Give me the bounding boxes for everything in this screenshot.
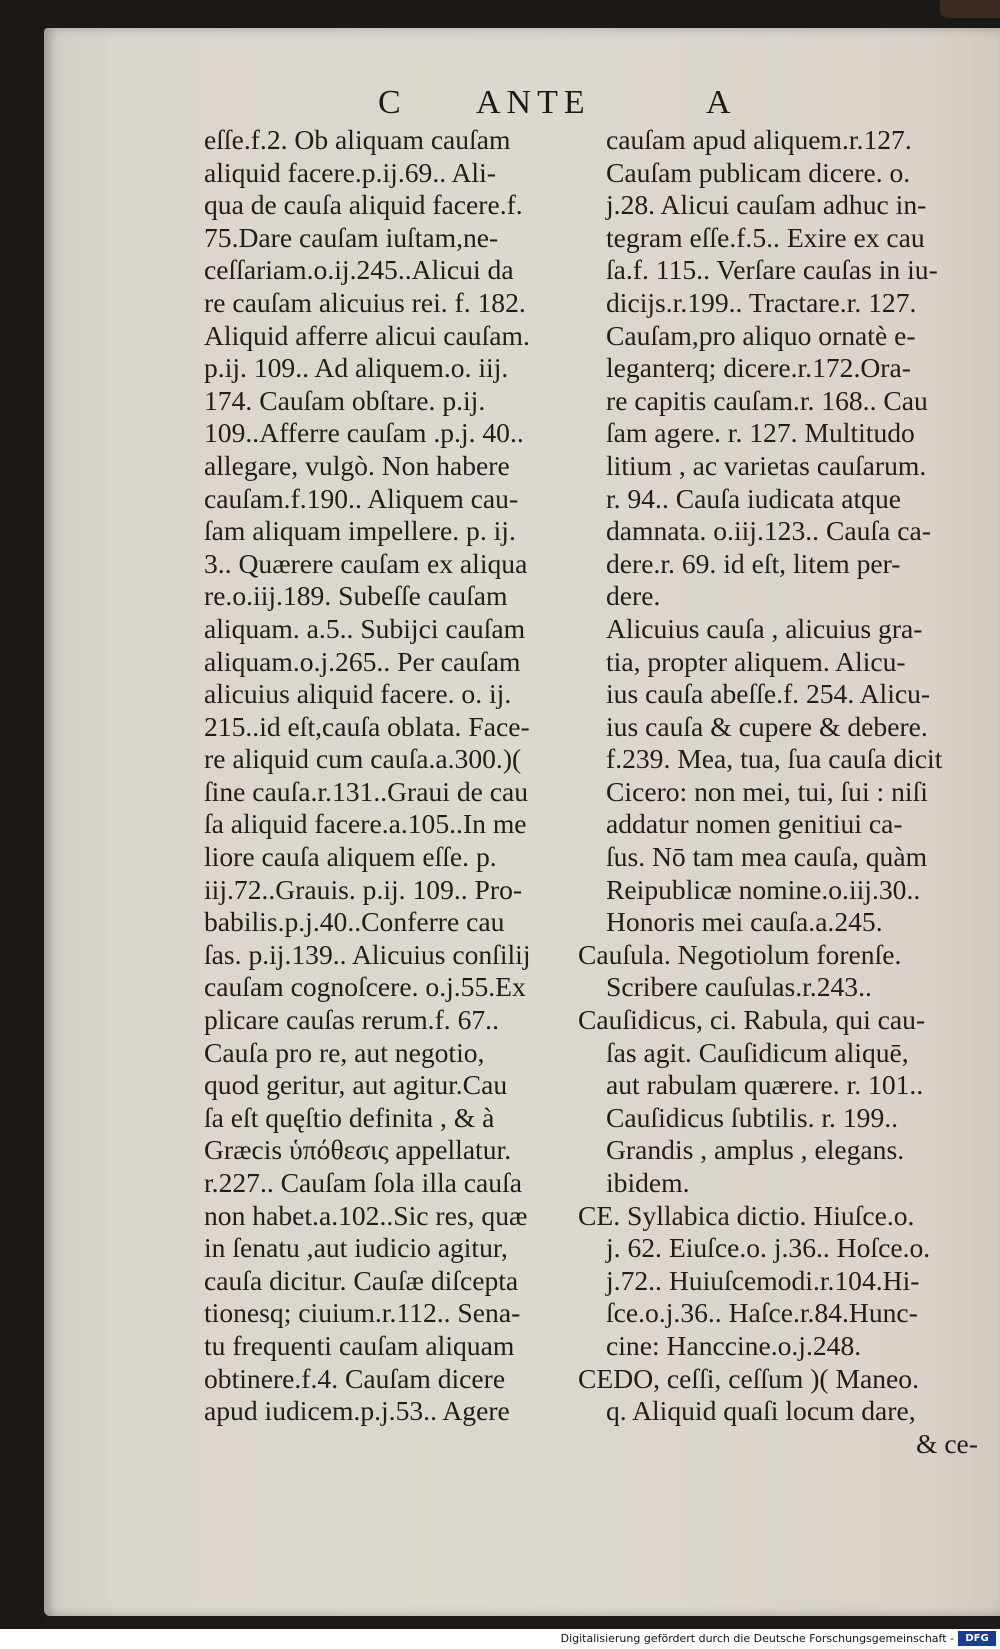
text-line: ſa aliquid facere.a.105..In me <box>204 808 527 840</box>
text-line: tu frequenti cauſam aliquam <box>204 1329 515 1361</box>
scan-left-edge <box>0 0 44 1629</box>
catchword: & ce- <box>915 1427 978 1459</box>
text-line: Alicuius cauſa , alicuius gra- <box>606 612 923 644</box>
text-line: aliquam. a.5.. Subijci cauſam <box>204 612 526 644</box>
text-line: ſine cauſa.r.131..Graui de cau <box>204 775 529 807</box>
text-line: j.28. Alicui cauſam adhuc in- <box>606 189 927 221</box>
text-line: apud iudicem.p.j.53.. Agere <box>204 1395 510 1427</box>
text-line: aliquid facere.p.ij.69.. Ali- <box>204 156 496 188</box>
text-line: CEDO, ceſſi, ceſſum )( Maneo. <box>578 1362 919 1394</box>
text-line: in ſenatu ,aut iudicio agitur, <box>204 1232 508 1264</box>
book-corner <box>940 0 1000 18</box>
text-line: tegram eſſe.f.5.. Exire ex cau <box>606 221 925 253</box>
text-line: liore cauſa aliquem eſſe. p. <box>204 841 497 873</box>
text-line: aut rabulam quærere. r. 101.. <box>606 1069 924 1101</box>
text-line: ibidem. <box>606 1167 690 1198</box>
text-line: dere.r. 69. id eſt, litem per- <box>606 547 901 579</box>
text-line: Scribere cauſulas.r.243.. <box>606 971 872 1003</box>
text-line: ſam aliquam impellere. p. ij. <box>204 515 516 547</box>
right-column <box>578 124 998 1460</box>
text-line: cine: Hanccine.o.j.248. <box>606 1329 862 1361</box>
text-line: j.72.. Huiuſcemodi.r.104.Hi- <box>606 1264 920 1296</box>
text-line: Cauſula. Negotiolum forenſe. <box>578 938 902 970</box>
text-line: r. 94.. Cauſa iudicata atque <box>606 482 902 514</box>
text-line: CE. Syllabica dictio. Hiuſce.o. <box>578 1199 915 1231</box>
text-line: plicare cauſas rerum.f. 67.. <box>204 1004 499 1036</box>
text-line: ius cauſa & cupere & debere. <box>606 710 928 742</box>
text-line: re capitis cauſam.r. 168.. Cau <box>606 384 928 416</box>
text-line: quod geritur, aut agitur.Cau <box>204 1069 508 1101</box>
text-line: f.239. Mea, tua, ſua cauſa dicit <box>606 743 943 775</box>
text-line: aliquam.o.j.265.. Per cauſam <box>204 645 521 677</box>
text-line: allegare, vulgò. Non habere <box>204 449 510 481</box>
text-line: leganterq; dicere.r.172.Ora- <box>606 352 911 384</box>
dfg-logo: DFG <box>958 1631 996 1646</box>
text-line: cauſam cognoſcere. o.j.55.Ex <box>204 971 526 1003</box>
scan-top-edge <box>0 0 1000 28</box>
text-line: ſas. p.ij.139.. Alicuius conſilij <box>204 938 531 970</box>
left-column <box>204 124 566 1428</box>
text-line: 174. Cauſam obſtare. p.ij. <box>204 384 486 416</box>
text-line: obtinere.f.4. Cauſam dicere <box>204 1362 506 1394</box>
text-line: 75.Dare cauſam iuſtam,ne- <box>204 221 499 253</box>
text-line: babilis.p.j.40..Conferre cau <box>204 906 505 938</box>
text-line: cauſam.f.190.. Aliquem cau- <box>204 482 519 514</box>
text-line: ſa.f. 115.. Verſare cauſas in iu- <box>606 254 938 286</box>
text-line: qua de cauſa aliquid facere.f. <box>204 189 523 221</box>
header-c: C <box>378 84 407 121</box>
text-line: Grandis , amplus , elegans. <box>606 1134 905 1166</box>
text-line: non habet.a.102..Sic res, quæ <box>204 1199 528 1231</box>
text-line: p.ij. 109.. Ad aliquem.o. iij. <box>204 352 509 384</box>
text-line: Honoris mei cauſa.a.245. <box>606 906 883 938</box>
text-line: 109..Afferre cauſam .p.j. 40.. <box>204 417 524 449</box>
text-line: Aliquid afferre alicui cauſam. <box>204 319 530 351</box>
header-ante: ANTE <box>476 84 591 121</box>
text-line: Cauſidicus ſubtilis. r. 199.. <box>606 1101 899 1133</box>
text-line: Cauſa pro re, aut negotio, <box>204 1036 485 1068</box>
text-line: alicuius aliquid facere. o. ij. <box>204 678 512 710</box>
text-line: tia, propter aliquem. Alicu- <box>606 645 906 677</box>
text-line: Cicero: non mei, tui, ſui : niſi <box>606 775 928 807</box>
text-line: addatur nomen genitiui ca- <box>606 808 903 840</box>
text-line: Reipublicæ nomine.o.iij.30.. <box>606 873 921 905</box>
text-line: ceſſariam.o.ij.245..Alicui da <box>204 254 514 286</box>
text-line: q. Aliquid quaſi locum dare, <box>606 1395 916 1427</box>
text-line: ſce.o.j.36.. Haſce.r.84.Hunc- <box>606 1297 918 1329</box>
footer-credit: Digitalisierung gefördert durch die Deutsche Forschungsgemeinschaft - <box>560 1632 954 1645</box>
text-line: Cauſam,pro aliquo ornatè e- <box>606 319 916 351</box>
text-line: iij.72..Grauis. p.ij. 109.. Pro- <box>204 873 523 905</box>
text-line: cauſa dicitur. Cauſæ diſcepta <box>204 1264 519 1296</box>
text-line: Cauſam publicam dicere. o. <box>606 156 911 188</box>
text-line: dicijs.r.199.. Tractare.r. 127. <box>606 286 917 318</box>
text-line: cauſam apud aliquem.r.127. <box>606 124 912 155</box>
header-a: A <box>706 84 737 121</box>
text-line: re aliquid cum cauſa.a.300.)( <box>204 743 522 775</box>
text-line: litium , ac varietas cauſarum. <box>606 449 927 481</box>
text-line: Cauſidicus, ci. Rabula, qui cau- <box>578 1004 926 1036</box>
text-line: 215..id eſt,cauſa oblata. Face- <box>204 710 530 742</box>
text-line: ſus. Nō tam mea cauſa, quàm <box>606 841 928 873</box>
text-line: j. 62. Eiuſce.o. j.36.. Hoſce.o. <box>606 1232 931 1264</box>
text-line: Græcis ὑπόθεσις appellatur. <box>204 1134 512 1166</box>
text-line: ſam agere. r. 127. Multitudo <box>606 417 915 449</box>
running-header <box>0 84 1000 124</box>
text-line: eſſe.f.2. Ob aliquam cauſam <box>204 124 511 155</box>
text-line: 3.. Quærere cauſam ex aliqua <box>204 547 528 579</box>
text-line: r.227.. Cauſam ſola illa cauſa <box>204 1167 523 1198</box>
text-line: ius cauſa abeſſe.f. 254. Alicu- <box>606 678 931 710</box>
text-line: damnata. o.iij.123.. Cauſa ca- <box>606 515 931 547</box>
text-line: tionesq; ciuium.r.112.. Sena- <box>204 1297 521 1329</box>
text-line: ſa eſt quęſtio definita , & à <box>204 1101 495 1133</box>
text-line: ſas agit. Cauſidicum aliquē, <box>606 1036 909 1068</box>
text-line: dere. <box>606 580 661 612</box>
text-line: re.o.iij.189. Subeſſe cauſam <box>204 580 508 612</box>
text-line: re cauſam alicuius rei. f. 182. <box>204 286 526 318</box>
footer-bar <box>0 1629 1000 1649</box>
